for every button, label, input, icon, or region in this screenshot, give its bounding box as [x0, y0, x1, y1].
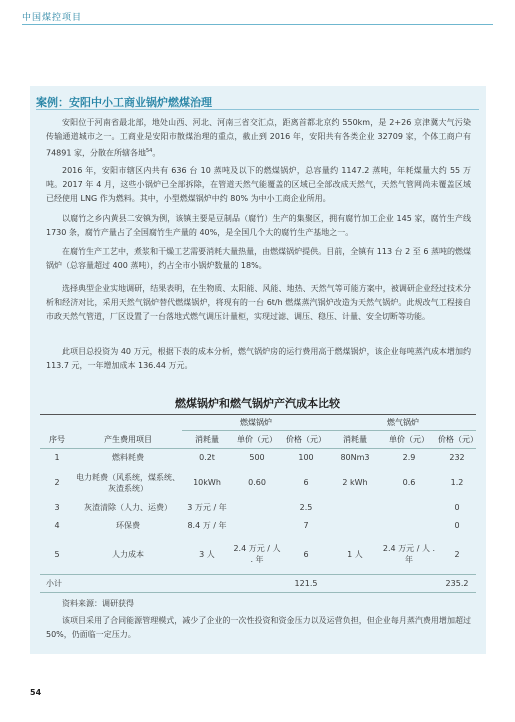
table-cell: 2 kWh [342, 478, 368, 487]
case-paragraph-5: 选择典型企业实地调研，结果表明，在生物质、太阳能、风能、地热、天然气等可能方案中，被调研企业经过技术分析和经济对比，采用天然气锅炉替代燃煤锅炉，将现有的一台 6t/h 燃煤蒸汽锅炉改造为天然气锅炉。此规改气工程接自市政天然气管道，厂区设置了一台落地式燃气调压计量柜，实现过滤、调压、稳压、计量、安全切断等功能。 [46, 284, 471, 321]
table-cell [330, 499, 380, 517]
table-row [40, 517, 476, 535]
table-cell: 1 人 [347, 549, 363, 559]
footnote-mark: 54 [146, 148, 153, 154]
total-label: 小计 [40, 575, 182, 593]
page-number: 54 [30, 688, 42, 697]
col-header: 消耗量 [330, 431, 380, 449]
table-cell: 0 [454, 503, 460, 512]
table-cell: 电力耗费（风系统，煤系统、灰渣系统） [76, 472, 180, 493]
table-cell: 0.2t [199, 453, 215, 463]
case-paragraph-3: 以腐竹之乡内黄县二安镇为例，该镇主要是豆制品（腐竹）生产的集聚区，拥有腐竹加工企业 145 家，腐竹生产线 1730 条，腐竹产量占了全国腐竹生产量的 40%，是全国几个大的腐竹生产基地之一。 [46, 214, 471, 237]
case-paragraph-4: 在腐竹生产工艺中，煮浆和干燥工艺需要消耗大量热量，由燃煤锅炉提供。目前，全镇有 113 台 2 至 6 蒸吨的燃煤锅炉（总容量超过 400 蒸吨），约占全市小锅炉数量的 18%。 [46, 247, 471, 270]
case-paragraph-6: 此项目总投资为 40 万元，根据下表的成本分析，燃气锅炉房的运行费用高于燃煤锅炉，该企业每吨蒸汽成本增加约 113.7 元，一年增加成本 136.44 万元。 [46, 347, 471, 370]
col-header: 单价（元） [232, 431, 282, 449]
paragraph-text: 安阳位于河南省最北部，地处山西、河北、河南三省交汇点，距离首都北京约 550km，是 2+26 京津冀大气污染传输通道城市之一。工商业是安阳市散煤治理的重点，截止到 2016 年，安阳共有各类企业 32709 家，个体工商户有 74891 家，分散在所辖各地 [46, 118, 471, 158]
gas-boiler-group: 燃气锅炉 [330, 415, 476, 431]
total-row [40, 575, 476, 593]
table-cell: 6 [303, 549, 309, 559]
table-cell [380, 517, 438, 535]
case-title-divider [36, 109, 479, 110]
table-cell: 8.4 万 / 年 [187, 521, 227, 530]
table-cell: 500 [249, 453, 265, 463]
col-header: 价格（元） [438, 431, 476, 449]
case-paragraph-1: 安阳位于河南省最北部，地处山西、河北、河南三省交汇点，距离首都北京约 550km，是 2+26 京津冀大气污染传输通道城市之一。工商业是安阳市散煤治理的重点，截止到 2016 年，安阳共有各类企业 32709 家，个体工商户有 74891 家，分散在所辖各地$^{54}$。 [46, 118, 471, 158]
table-cell: 5 [54, 549, 60, 559]
table-cell [380, 499, 438, 517]
column-header-row [40, 431, 476, 449]
table-title: 燃煤锅炉和燃气锅炉产汽成本比较 [175, 397, 340, 410]
table-row [40, 499, 476, 517]
table-cell [232, 499, 282, 517]
table-cell: 2.4 万元 / 人 . 年 [382, 544, 436, 565]
table-cell: 10kWh [193, 478, 221, 487]
table-cell: 6 [303, 478, 309, 487]
col-header: 序号 [40, 431, 74, 449]
table-source: 资料来源：调研获得 [62, 599, 134, 608]
coal-boiler-group: 燃煤锅炉 [182, 415, 330, 431]
table-cell: 3 [54, 503, 60, 512]
table-cell: 人力成本 [112, 549, 144, 559]
cost-comparison-table [40, 414, 476, 593]
table-cell: 3 人 [199, 549, 215, 559]
table-cell: 2 [54, 478, 60, 487]
table-cell: 0.6 [402, 478, 416, 487]
table-row [40, 535, 476, 575]
table-cell [232, 517, 282, 535]
table-cell: 80Nm3 [340, 453, 370, 463]
case-paragraph-2: 2016 年，安阳市辖区内共有 636 台 10 蒸吨及以下的燃煤锅炉，总容量约 1147.2 蒸吨，年耗煤量大约 55 万吨。2017 年 4 月，这些小锅炉已全部拆除，在管道天然气能覆盖的区域已全部改成天然气，天然气管网尚未覆盖区域已经使用 LNG 作为燃料。其中，小型燃煤锅炉中约 80% 为中小工商企业所用。 [46, 166, 471, 203]
closing-paragraph: 该项目采用了合同能源管理模式，减少了企业的一次性投资和资金压力以及运营负担，但企业每月蒸汽费用增加超过 50%，仍面临一定压力。 [46, 616, 471, 639]
table-cell: 灰渣清除（人力、运费） [84, 503, 172, 512]
table-cell: 2 [454, 549, 460, 559]
table-row [40, 449, 476, 467]
table-cell: 2.5 [299, 503, 313, 512]
table-cell: 1 [54, 453, 60, 463]
table-cell: 2.9 [402, 453, 416, 463]
table-cell: 232 [449, 453, 465, 463]
table-cell: 环保费 [116, 521, 140, 530]
coal-total: 121.5 [282, 575, 330, 593]
section-title: 中国煤控项目 [22, 13, 83, 23]
table-cell: 7 [303, 521, 309, 530]
table-row [40, 467, 476, 499]
table-cell: 0.60 [248, 478, 266, 487]
col-header: 价格（元） [282, 431, 330, 449]
table-cell: 3 万元 / 年 [187, 503, 227, 512]
table-cell: 1.2 [450, 478, 464, 487]
group-header-row [40, 415, 476, 431]
col-header: 消耗量 [182, 431, 232, 449]
table-cell: 4 [54, 521, 60, 530]
table-cell: 燃料耗费 [112, 453, 144, 463]
case-title: 案例：安阳中小工商业锅炉燃煤治理 [36, 96, 212, 109]
table-cell: 100 [298, 453, 314, 463]
page-header [0, 0, 515, 30]
table-cell: 2.4 万元 / 人 . 年 [233, 544, 281, 565]
header-divider [22, 24, 493, 25]
table-cell: 0 [454, 521, 460, 530]
gas-total: 235.2 [438, 575, 476, 593]
table-cell [330, 517, 380, 535]
col-header: 产生费用项目 [74, 431, 182, 449]
col-header: 单价（元） [380, 431, 438, 449]
